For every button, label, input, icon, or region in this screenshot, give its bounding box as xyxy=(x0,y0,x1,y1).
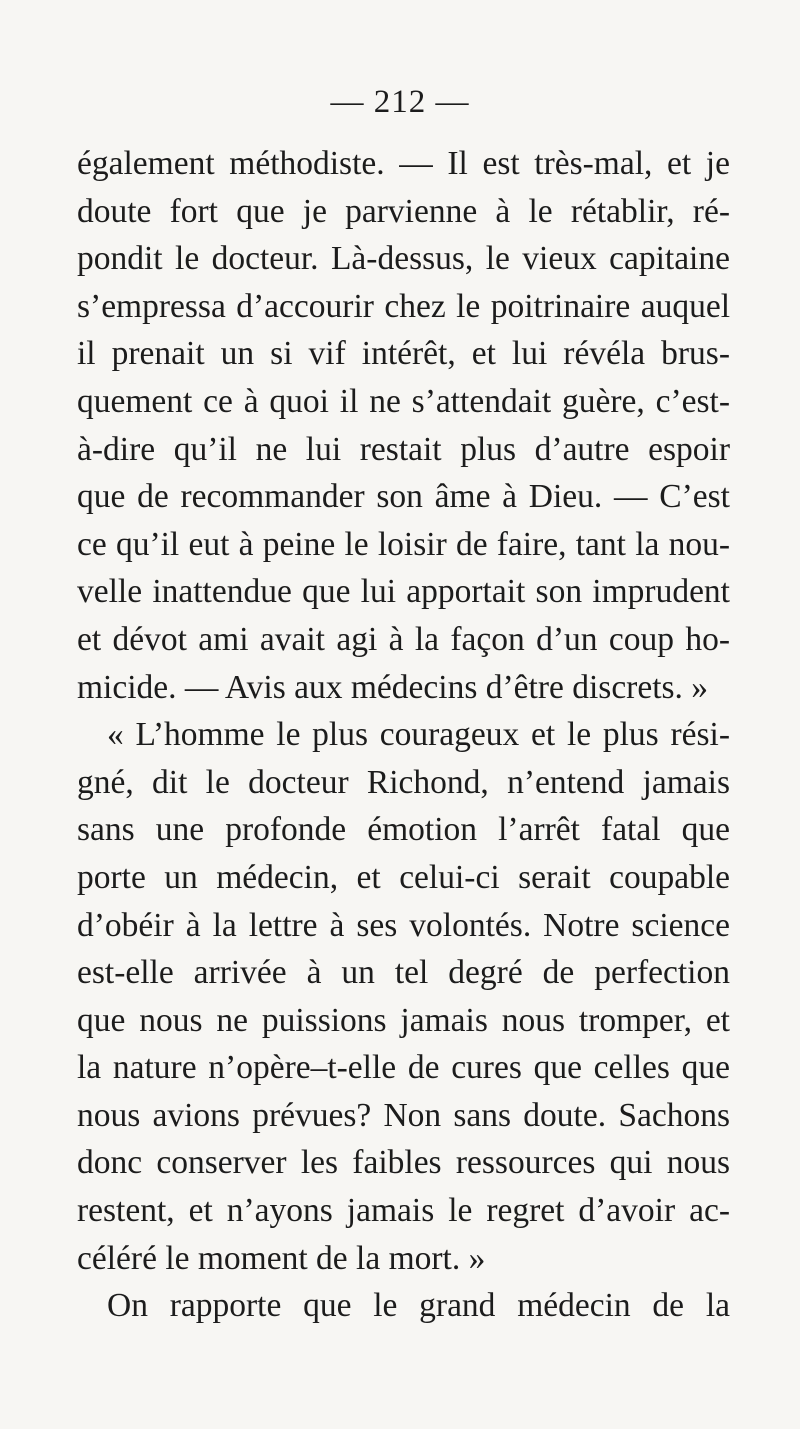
text-line: pondit le docteur. Là-dessus, le vieux capitaine xyxy=(77,240,730,278)
text-line: « L’homme le plus courageux et le plus rési- xyxy=(107,716,730,754)
text-line: velle inattendue que lui apportait son imprudent xyxy=(77,573,730,611)
text-line: restent, et n’ayons jamais le regret d’avoir ac- xyxy=(77,1192,730,1230)
text-line: sans une profonde émotion l’arrêt fatal que xyxy=(77,811,730,849)
text-line: d’obéir à la lettre à ses volontés. Notre science xyxy=(77,906,730,944)
text-line: nous avions prévues? Non sans doute. Sachons xyxy=(77,1096,730,1134)
text-line: On rapporte que le grand médecin de la xyxy=(107,1287,730,1325)
text-line: et dévot ami avait agi à la façon d’un coup ho- xyxy=(77,620,730,658)
text-line: céléré le moment de la mort. » xyxy=(77,1239,486,1277)
text-line: est-elle arrivée à un tel degré de perfection xyxy=(77,954,730,992)
text-line: gné, dit le docteur Richond, n’entend jamais xyxy=(77,763,730,801)
text-line: à-dire qu’il ne lui restait plus d’autre espoir xyxy=(77,430,730,468)
text-line: porte un médecin, et celui-ci serait coupable xyxy=(77,858,730,896)
text-line: il prenait un si vif intérêt, et lui révéla brus- xyxy=(77,335,730,373)
text-line: quement ce à quoi il ne s’attendait guère, c’est- xyxy=(77,382,730,420)
text-line: doute fort que je parvienne à le rétablir, ré- xyxy=(77,192,730,230)
text-line: que nous ne puissions jamais nous tromper, et xyxy=(77,1001,730,1039)
text-line: également méthodiste. — Il est très-mal, et je xyxy=(77,145,730,182)
text-line: micide. — Avis aux médecins d’être discrets. » xyxy=(77,668,709,706)
text-line: donc conserver les faibles ressources qui nous xyxy=(77,1144,730,1182)
text-line: s’empressa d’accourir chez le poitrinaire auquel xyxy=(77,287,730,325)
text-line: que de recommander son âme à Dieu. — C’est xyxy=(77,478,730,516)
body-text xyxy=(77,140,730,1330)
text-line: la nature n’opère–t-elle de cures que celles que xyxy=(77,1049,730,1087)
text-line: ce qu’il eut à peine le loisir de faire, tant la nou- xyxy=(77,525,730,563)
page-number: — 212 — xyxy=(330,84,470,120)
